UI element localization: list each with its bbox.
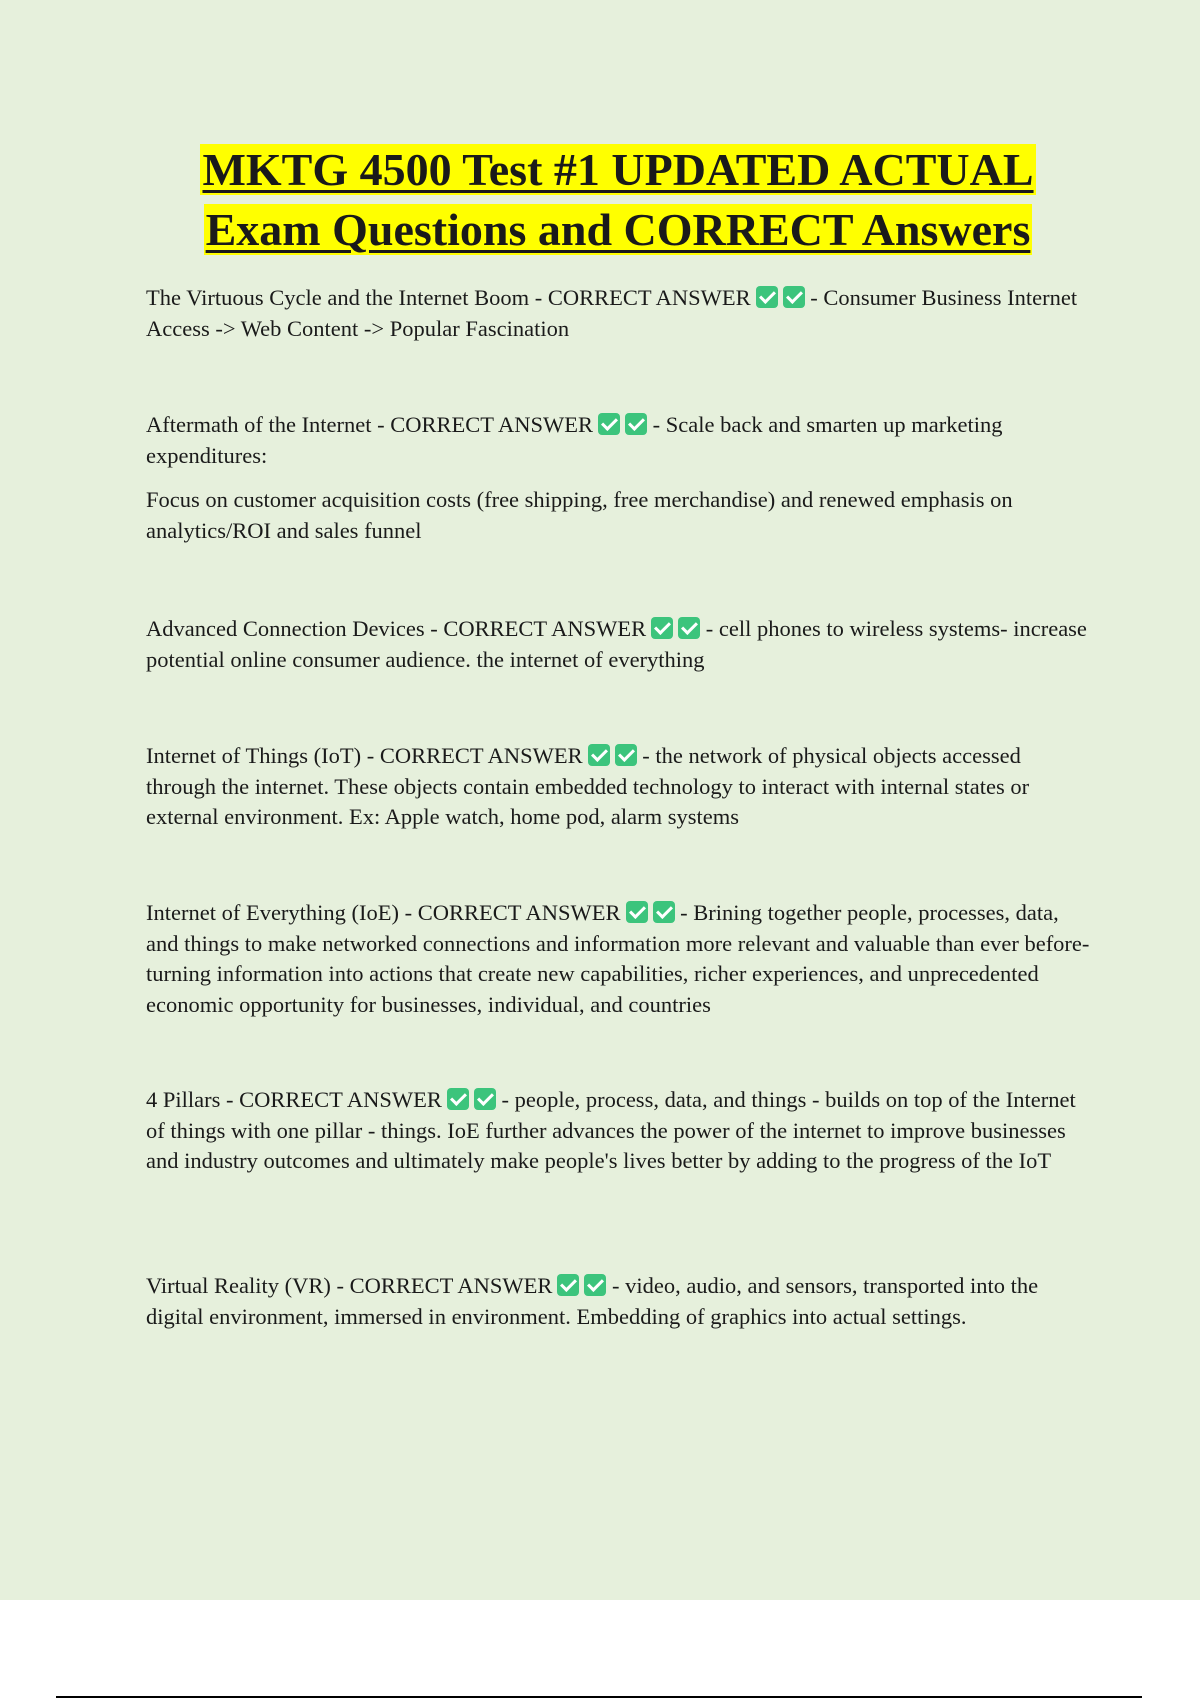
- qa-entry-advanced-connection-devices: [146, 614, 1090, 675]
- qa-entry-virtuous-cycle: [146, 283, 1090, 344]
- footer-divider: [56, 1696, 1142, 1698]
- entry-term: Advanced Connection Devices - CORRECT ANSWER: [146, 616, 647, 641]
- entry-term: Internet of Things (IoT) - CORRECT ANSWER: [146, 743, 583, 768]
- entry-answer-extra: Focus on customer acquisition costs (free shipping, free merchandise) and renewed emphasis on analytics/ROI and sales funnel: [146, 487, 1013, 543]
- check-box-icon: [557, 1274, 579, 1296]
- entry-term: Aftermath of the Internet - CORRECT ANSWER: [146, 412, 594, 437]
- check-box-icon: [598, 413, 620, 435]
- entry-answer: - cell phones to wireless systems- increase potential online consumer audience. the internet of everything: [146, 616, 1087, 672]
- check-box-icon: [783, 286, 805, 308]
- check-box-icon: [615, 744, 637, 766]
- title-line-2: Exam Questions and CORRECT Answers: [205, 204, 1031, 255]
- entry-answer: - the network of physical objects accessed through the internet. These objects contain embedded technology to interact with internal states or external environment. Ex: Apple watch, home pod, alarm systems: [146, 743, 1030, 829]
- qa-entry-aftermath: [146, 410, 1090, 546]
- title-line-1: MKTG 4500 Test #1 UPDATED ACTUAL: [202, 144, 1034, 195]
- check-box-icon: [626, 901, 648, 923]
- qa-entry-4-pillars: [146, 1085, 1090, 1177]
- qa-entry-iot: [146, 741, 1090, 833]
- entry-answer: - Scale back and smarten up marketing expenditures:: [146, 412, 1003, 468]
- check-box-icon: [625, 413, 647, 435]
- entry-answer: - Consumer Business Internet Access -> Web Content -> Popular Fascination: [146, 285, 1078, 341]
- entry-answer: - people, process, data, and things - builds on top of the Internet of things with one pillar - things. IoE further advances the power of the internet to improve businesses and industry outcomes and ultimately make people's lives better by adding to the progress of the IoT: [146, 1087, 1076, 1173]
- check-box-icon: [588, 744, 610, 766]
- entry-term: Virtual Reality (VR) - CORRECT ANSWER: [146, 1273, 553, 1298]
- entry-answer: - Brining together people, processes, data, and things to make networked connections and information more relevant and valuable than ever before-turning information into actions that create new capabilities, richer experiences, and unprecedented economic opportunity for businesses, individual, and countries: [146, 900, 1090, 1017]
- check-box-icon: [756, 286, 778, 308]
- qa-entry-ioe: [146, 898, 1090, 1020]
- entry-answer: - video, audio, and sensors, transported into the digital environment, immersed in environment. Embedding of graphics into actual settings.: [146, 1273, 1039, 1329]
- document-title: [0, 140, 1200, 260]
- check-box-icon: [653, 901, 675, 923]
- check-box-icon: [474, 1088, 496, 1110]
- check-box-icon: [584, 1274, 606, 1296]
- entry-term: Internet of Everything (IoE) - CORRECT ANSWER: [146, 900, 621, 925]
- check-box-icon: [651, 617, 673, 639]
- qa-entry-virtual-reality: [146, 1271, 1090, 1332]
- check-box-icon: [678, 617, 700, 639]
- entry-term: 4 Pillars - CORRECT ANSWER: [146, 1087, 442, 1112]
- check-box-icon: [447, 1088, 469, 1110]
- entry-term: The Virtuous Cycle and the Internet Boom - CORRECT ANSWER: [146, 285, 751, 310]
